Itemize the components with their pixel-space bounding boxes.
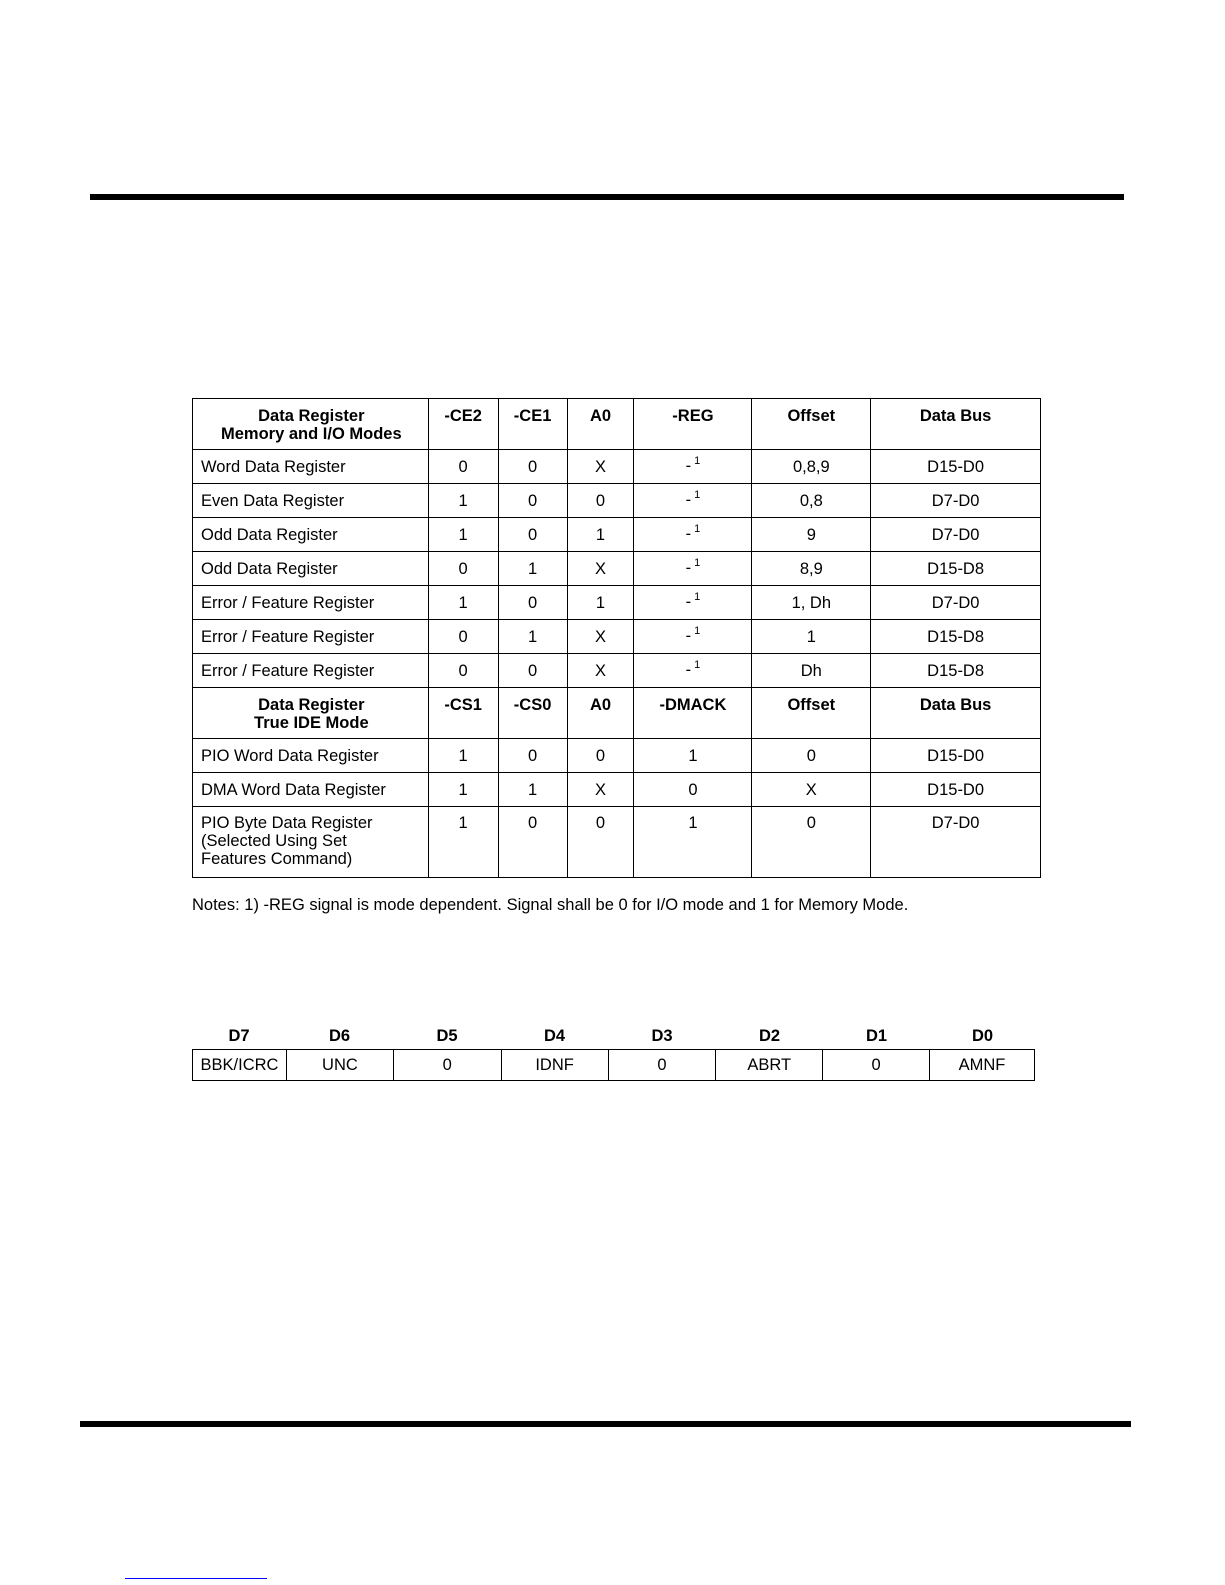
table-cell: 1 bbox=[428, 739, 498, 773]
table-cell: 9 bbox=[752, 518, 871, 552]
bit-label: D5 bbox=[436, 1027, 458, 1045]
bit-cell: AMNF bbox=[930, 1050, 1035, 1081]
table-row bbox=[193, 620, 1041, 654]
table-cell: 0 bbox=[498, 739, 567, 773]
table-cell: 1 bbox=[567, 518, 634, 552]
table-cell: 0 bbox=[498, 654, 567, 688]
table-cell: X bbox=[567, 620, 634, 654]
table-cell: Dh bbox=[752, 654, 871, 688]
register-name: Error / Feature Register bbox=[193, 620, 429, 654]
header-cell: A0 bbox=[567, 688, 634, 739]
header-cell: Data Bus bbox=[871, 399, 1041, 450]
table-cell: - $^1$ bbox=[634, 484, 752, 518]
header-cell: A0 bbox=[567, 399, 634, 450]
register-name: PIO Byte Data Register (Selected Using Set Features Command) bbox=[193, 807, 429, 878]
header-cell: -CS0 bbox=[498, 688, 567, 739]
table-cell: 1 bbox=[428, 807, 498, 878]
footnote-marker: 1 bbox=[694, 658, 701, 671]
bit-cell: IDNF bbox=[501, 1050, 608, 1081]
table-cell: X bbox=[567, 654, 634, 688]
table-cell: 1 bbox=[634, 739, 752, 773]
footnote-marker: 1 bbox=[694, 488, 701, 501]
table-cell: 1 bbox=[567, 586, 634, 620]
table-cell: 1, Dh bbox=[752, 586, 871, 620]
table-row bbox=[193, 552, 1041, 586]
register-name: DMA Word Data Register bbox=[193, 773, 429, 807]
table-cell: D7-D0 bbox=[871, 807, 1041, 878]
bit-label: D4 bbox=[543, 1027, 566, 1045]
footnote-marker: 1 bbox=[694, 624, 701, 637]
table-row bbox=[193, 1050, 1035, 1081]
bit-label: D3 bbox=[651, 1027, 673, 1045]
table-cell: 1 bbox=[428, 518, 498, 552]
table-cell: D15-D0 bbox=[871, 773, 1041, 807]
header-cell: Data Bus bbox=[871, 688, 1041, 739]
register-name: Even Data Register bbox=[193, 484, 429, 518]
table-cell: 0 bbox=[634, 773, 752, 807]
table-cell: D7-D0 bbox=[871, 484, 1041, 518]
header-cell: -CE2 bbox=[428, 399, 498, 450]
data-register-table bbox=[192, 398, 1041, 878]
table-cell: 0 bbox=[428, 620, 498, 654]
top-rule bbox=[90, 194, 1124, 200]
table-row bbox=[193, 807, 1041, 878]
register-name: PIO Word Data Register bbox=[193, 739, 429, 773]
bit-cell: BBK/ICRC bbox=[193, 1050, 287, 1081]
table-cell: - $^1$ bbox=[634, 552, 752, 586]
bit-cell: 0 bbox=[393, 1050, 501, 1081]
table-cell: 0 bbox=[498, 450, 567, 484]
table-cell: 1 bbox=[428, 586, 498, 620]
table-cell: - $^1$ bbox=[634, 654, 752, 688]
register-name: Word Data Register bbox=[193, 450, 429, 484]
table-header-ide bbox=[193, 688, 1041, 739]
table-cell: 0 bbox=[498, 807, 567, 878]
error-register-bit-labels bbox=[192, 1027, 1035, 1046]
header-cell: Offset bbox=[752, 688, 871, 739]
table-cell: 1 bbox=[498, 552, 567, 586]
table-cell: 8,9 bbox=[752, 552, 871, 586]
header-cell: -CE1 bbox=[498, 399, 567, 450]
table-cell: - $^1$ bbox=[634, 450, 752, 484]
table-row bbox=[193, 586, 1041, 620]
table-cell: 1 bbox=[752, 620, 871, 654]
table-cell: 0 bbox=[428, 654, 498, 688]
table-cell: 0 bbox=[567, 739, 634, 773]
bit-cell: UNC bbox=[286, 1050, 393, 1081]
table-cell: - $^1$ bbox=[634, 620, 752, 654]
table-cell: D7-D0 bbox=[871, 586, 1041, 620]
register-name: Odd Data Register bbox=[193, 518, 429, 552]
register-name: Error / Feature Register bbox=[193, 654, 429, 688]
table-cell: D15-D0 bbox=[871, 739, 1041, 773]
table-row bbox=[193, 739, 1041, 773]
header-cell: -DMACK bbox=[634, 688, 752, 739]
table-cell: 1 bbox=[634, 807, 752, 878]
table-row bbox=[193, 654, 1041, 688]
bit-label: D2 bbox=[758, 1027, 781, 1045]
table-cell: 1 bbox=[428, 484, 498, 518]
register-name: Odd Data Register bbox=[193, 552, 429, 586]
table-row bbox=[193, 773, 1041, 807]
table-cell: 0 bbox=[498, 518, 567, 552]
bit-label: D1 bbox=[865, 1027, 888, 1045]
bit-cell: 0 bbox=[823, 1050, 930, 1081]
header-cell: -CS1 bbox=[428, 688, 498, 739]
bit-label: D6 bbox=[328, 1027, 351, 1045]
table-cell: - $^1$ bbox=[634, 586, 752, 620]
footnote-marker: 1 bbox=[694, 556, 701, 569]
table-cell: 0 bbox=[752, 807, 871, 878]
bit-label: D0 bbox=[971, 1027, 994, 1045]
header-cell-register: Data Register True IDE Mode bbox=[193, 688, 429, 739]
table-cell: 1 bbox=[428, 773, 498, 807]
table-cell: 0 bbox=[428, 450, 498, 484]
table-row bbox=[193, 484, 1041, 518]
bottom-rule bbox=[80, 1421, 1131, 1427]
table-cell: D7-D0 bbox=[871, 518, 1041, 552]
table-cell: D15-D8 bbox=[871, 620, 1041, 654]
table-cell: X bbox=[567, 773, 634, 807]
table-cell: - $^1$ bbox=[634, 518, 752, 552]
table-cell: D15-D8 bbox=[871, 552, 1041, 586]
bit-cell: 0 bbox=[608, 1050, 716, 1081]
table-notes: Notes: 1) -REG signal is mode dependent. Signal shall be 0 for I/O mode and 1 for Memory Mode. bbox=[192, 896, 909, 914]
table-cell: 0 bbox=[567, 807, 634, 878]
footnote-marker: 1 bbox=[694, 522, 701, 535]
table-cell: X bbox=[567, 552, 634, 586]
table-row bbox=[193, 518, 1041, 552]
table-cell: D15-D8 bbox=[871, 654, 1041, 688]
table-cell: 1 bbox=[498, 773, 567, 807]
footnote-marker: 1 bbox=[694, 454, 701, 467]
header-cell: -REG bbox=[634, 399, 752, 450]
table-cell: 0,8 bbox=[752, 484, 871, 518]
footnote-marker: 1 bbox=[694, 590, 701, 603]
table-cell: 0 bbox=[498, 586, 567, 620]
table-cell: X bbox=[752, 773, 871, 807]
header-cell-register: Data Register Memory and I/O Modes bbox=[193, 399, 429, 450]
table-cell: 0 bbox=[498, 484, 567, 518]
table-cell: 0 bbox=[752, 739, 871, 773]
table-cell: D15-D0 bbox=[871, 450, 1041, 484]
error-register-table bbox=[192, 1049, 1035, 1081]
table-row bbox=[193, 450, 1041, 484]
table-cell: 0,8,9 bbox=[752, 450, 871, 484]
table-cell: 0 bbox=[428, 552, 498, 586]
footer-link-underline[interactable] bbox=[125, 1578, 267, 1579]
bit-label: D7 bbox=[228, 1027, 250, 1045]
bit-cell: ABRT bbox=[716, 1050, 823, 1081]
table-cell: 0 bbox=[567, 484, 634, 518]
register-name: Error / Feature Register bbox=[193, 586, 429, 620]
header-cell: Offset bbox=[752, 399, 871, 450]
table-header-memory bbox=[193, 399, 1041, 450]
table-cell: 1 bbox=[498, 620, 567, 654]
table-cell: X bbox=[567, 450, 634, 484]
